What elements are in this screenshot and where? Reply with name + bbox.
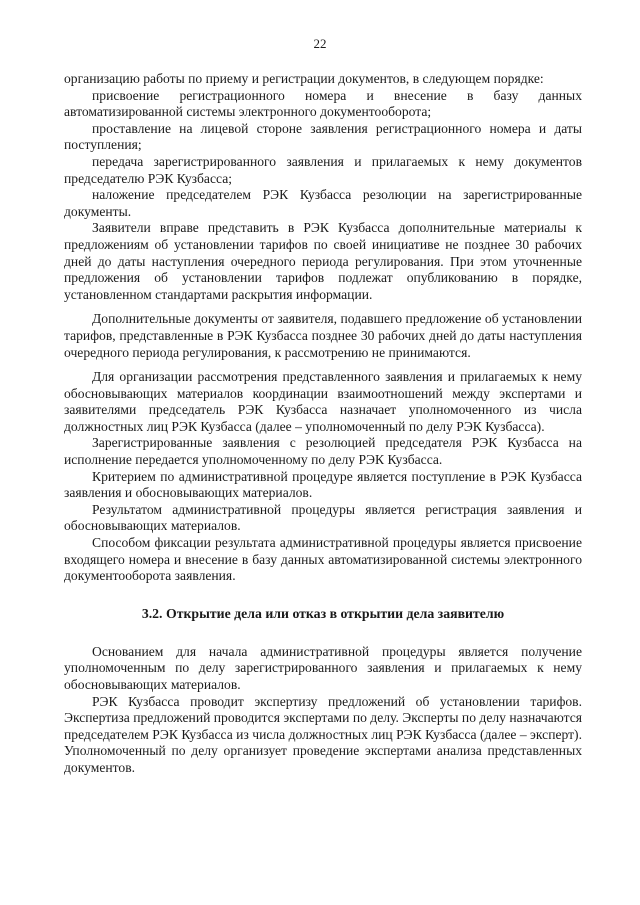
paragraph: Результатом административной процедуры является регистрация заявления и обосновывающих материалов.: [64, 501, 582, 534]
paragraph: организацию работы по приему и регистрации документов, в следующем порядке:: [64, 71, 544, 86]
document-body: [64, 71, 582, 777]
paragraph: Дополнительные документы от заявителя, подавшего предложение об установлении тарифов, представленные в РЭК Кузбасса позднее 30 рабочих дней до даты наступления очередного периода регулирования, к рассмотрению не принимаются.: [64, 311, 582, 360]
paragraph: Основанием для начала административной процедуры является получение уполномоченным по делу зарегистрированного заявления и прилагаемых к нему обосновывающих материалов.: [64, 643, 582, 692]
paragraph: Способом фиксации результата административной процедуры является присвоение входящего номера и внесение в базу данных автоматизированной системы электронного документооборота заявления.: [64, 535, 582, 584]
paragraph: Для организации рассмотрения представленного заявления и прилагаемых к нему обосновывающих материалов координации взаимоотношений между экспертами и заявителями председатель РЭК Кузбасса назначает уполномоченного из числа должностных лиц РЭК Кузбасса (далее – уполномоченный по делу РЭК Кузбасса).: [64, 369, 582, 434]
page-number: 22: [313, 36, 327, 51]
paragraph: Зарегистрированные заявления с резолюцией председателя РЭК Кузбасса на исполнение передается уполномоченному по делу РЭК Кузбасса.: [64, 435, 582, 468]
section-heading: 3.2. Открытие дела или отказ в открытии дела заявителю: [141, 605, 505, 621]
list-item: передача зарегистрированного заявления и прилагаемых к нему документов председателю РЭК Кузбасса;: [64, 153, 582, 186]
paragraph: Критерием по административной процедуре является поступление в РЭК Кузбасса заявления и обосновывающих материалов.: [64, 468, 582, 501]
list-item: проставление на лицевой стороне заявления регистрационного номера и даты поступления;: [64, 120, 582, 153]
list-item: наложение председателем РЭК Кузбасса резолюции на зарегистрированные документы.: [64, 187, 582, 219]
list-item: присвоение регистрационного номера и внесение в базу данных автоматизированной системы электронного документооборота;: [64, 87, 582, 120]
paragraph: РЭК Кузбасса проводит экспертизу предложений об установлении тарифов. Экспертиза предложений проводится экспертами по делу. Эксперты по делу назначаются председателем РЭК Кузбасса из числа должностных лиц РЭК Кузбасса (далее – эксперт). Уполномоченный по делу организует проведение экспертами анализа представленных документов.: [64, 693, 583, 775]
paragraph: Заявители вправе представить в РЭК Кузбасса дополнительные материалы к предложениям об установлении тарифов по своей инициативе не позднее 30 рабочих дней до даты наступления очередного периода регулирования. При этом уточненные предложения об установлении тарифов подлежат опубликованию в порядке, установленном стандартами раскрытия информации.: [64, 220, 582, 302]
